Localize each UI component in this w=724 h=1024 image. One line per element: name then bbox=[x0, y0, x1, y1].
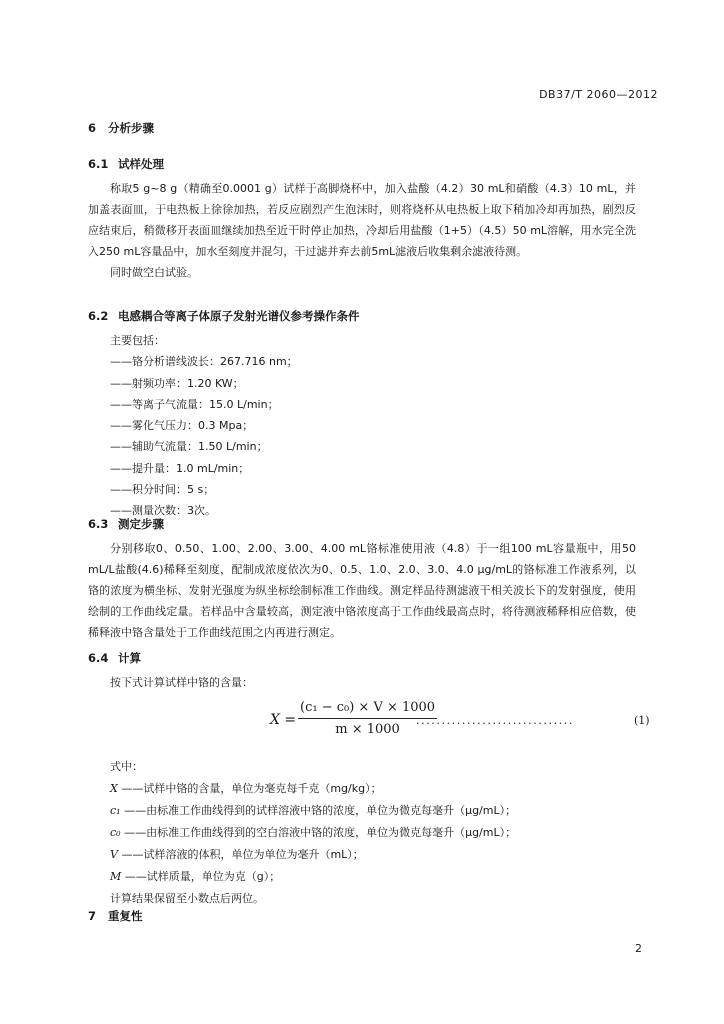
symbol: V bbox=[110, 848, 118, 861]
formula-leader-dots: ............................... bbox=[416, 714, 574, 727]
symbol: c₁ bbox=[110, 804, 121, 817]
section-title: 分析步骤 bbox=[108, 121, 154, 135]
list-intro: 主要包括： bbox=[110, 334, 165, 347]
definition-x bbox=[110, 780, 382, 796]
section-title: 试样处理 bbox=[118, 157, 164, 171]
symbol: X bbox=[110, 782, 118, 795]
where-label: 式中： bbox=[110, 760, 143, 773]
list-item: ——测量次数：3次。 bbox=[110, 504, 216, 518]
list-item: ——提升量：1.0 mL/min； bbox=[110, 461, 250, 475]
formula-lhs: X = bbox=[270, 712, 297, 728]
definition-text: ——试样溶液的体积，单位为单位为毫升（mL）； bbox=[117, 848, 364, 861]
formula-numerator: (c₁ − c₀) × V × 1000 bbox=[300, 700, 436, 715]
section-number: 6.2 bbox=[88, 309, 109, 323]
section-6-1-heading bbox=[88, 156, 164, 172]
section-title: 电感耦合等离子体原子发射光谱仪参考操作条件 bbox=[118, 309, 360, 323]
section-6-heading bbox=[88, 120, 154, 136]
section-number: 6.3 bbox=[88, 517, 109, 531]
list-item: ——射频功率：1.20 KW； bbox=[110, 376, 244, 390]
definition-text: ——试样质量，单位为克（g）； bbox=[121, 870, 281, 883]
list-item: ——辅助气流量：1.50 L/min； bbox=[110, 440, 268, 454]
paragraph: 称取5 g~8 g（精确至0.0001 g）试样于高脚烧杯中，加入盐酸（4.2）30 mL和硝酸（4.3）10 mL，并加盖表面皿，于电热板上徐徐加热，若反应剧烈产生泡沫时，则将烧杯从电热板上取下稍加冷却再加热，剧烈反应结束后，稍微移开表面皿继续加热至近干时停止加热，冷却后用盐酸（1+5）（4.5）50 mL溶解，用水完全洗入250 mL容量品中，加水至刻度并混匀，干过滤并弃去前5mL滤液后收集剩余滤液待测。 bbox=[88, 182, 636, 258]
list-item: ——积分时间：5 s； bbox=[110, 483, 215, 497]
definition-text: ——由标准工作曲线得到的空白溶液中铬的浓度，单位为微克每毫升（μg/mL）； bbox=[120, 826, 517, 839]
definition-c0 bbox=[110, 824, 516, 840]
list-item: ——等离子气流量：15.0 L/min； bbox=[110, 397, 279, 411]
paragraph: 分别移取0、0.50、1.00、2.00、3.00、4.00 mL铬标准使用液（4.8）于一组100 mL容量瓶中，用50 mL/L盐酸(4.6)稀释至刻度，配制成浓度依次为0、0.5、1.0、2.0、3.0、4.0 μg/mL的铬标准工作液系列，以铬的浓度为横坐标、发射光强度为纵坐标绘制标准工作曲线。测定样品待测滤液干相关波长下的发射强度，使用绘制的工作曲线定量。若样品中含量较高，测定液中铬浓度高于工作曲线最高点时，将待测液稀释相应倍数，使稀释液中铬含量处于工作曲线范围之内再进行测定。 bbox=[88, 542, 636, 639]
definition-text: ——由标准工作曲线得到的试样溶液中铬的浓度，单位为微克每毫升（μg/mL）； bbox=[120, 804, 517, 817]
page-number: 2 bbox=[635, 942, 642, 955]
section-6-1-body bbox=[88, 178, 636, 283]
equation-number: (1) bbox=[634, 714, 650, 727]
definition-v bbox=[110, 846, 364, 862]
section-title: 测定步骤 bbox=[118, 517, 164, 531]
formula-denominator: m × 1000 bbox=[335, 722, 400, 737]
section-6-2-heading bbox=[88, 308, 360, 324]
section-title: 重复性 bbox=[108, 909, 143, 923]
section-number: 7 bbox=[88, 909, 97, 923]
symbol: c₀ bbox=[110, 826, 121, 839]
operating-conditions-list bbox=[110, 330, 298, 522]
formula-intro: 按下式计算试样中铬的含量： bbox=[110, 676, 253, 689]
section-6-4-heading bbox=[88, 650, 141, 666]
section-number: 6.1 bbox=[88, 157, 109, 171]
standard-number: DB37/T 2060—2012 bbox=[539, 88, 658, 101]
section-number: 6.4 bbox=[88, 651, 109, 665]
definition-text: ——试样中铬的含量，单位为毫克每千克（mg/kg）； bbox=[117, 782, 382, 795]
list-item: ——雾化气压力：0.3 Mpa； bbox=[110, 419, 254, 433]
list-item: ——铬分析谱线波长：267.716 nm； bbox=[110, 355, 298, 369]
section-number: 6 bbox=[88, 121, 97, 135]
section-7-heading bbox=[88, 908, 143, 924]
definition-m bbox=[110, 868, 280, 884]
formula-1 bbox=[270, 700, 660, 748]
symbol: M bbox=[110, 870, 122, 883]
section-6-3-heading bbox=[88, 516, 164, 532]
section-title: 计算 bbox=[118, 651, 141, 665]
paragraph: 同时做空白试验。 bbox=[110, 266, 198, 279]
section-6-3-body bbox=[88, 538, 636, 643]
definition-c1 bbox=[110, 802, 516, 818]
result-note: 计算结果保留至小数点后两位。 bbox=[110, 892, 264, 905]
